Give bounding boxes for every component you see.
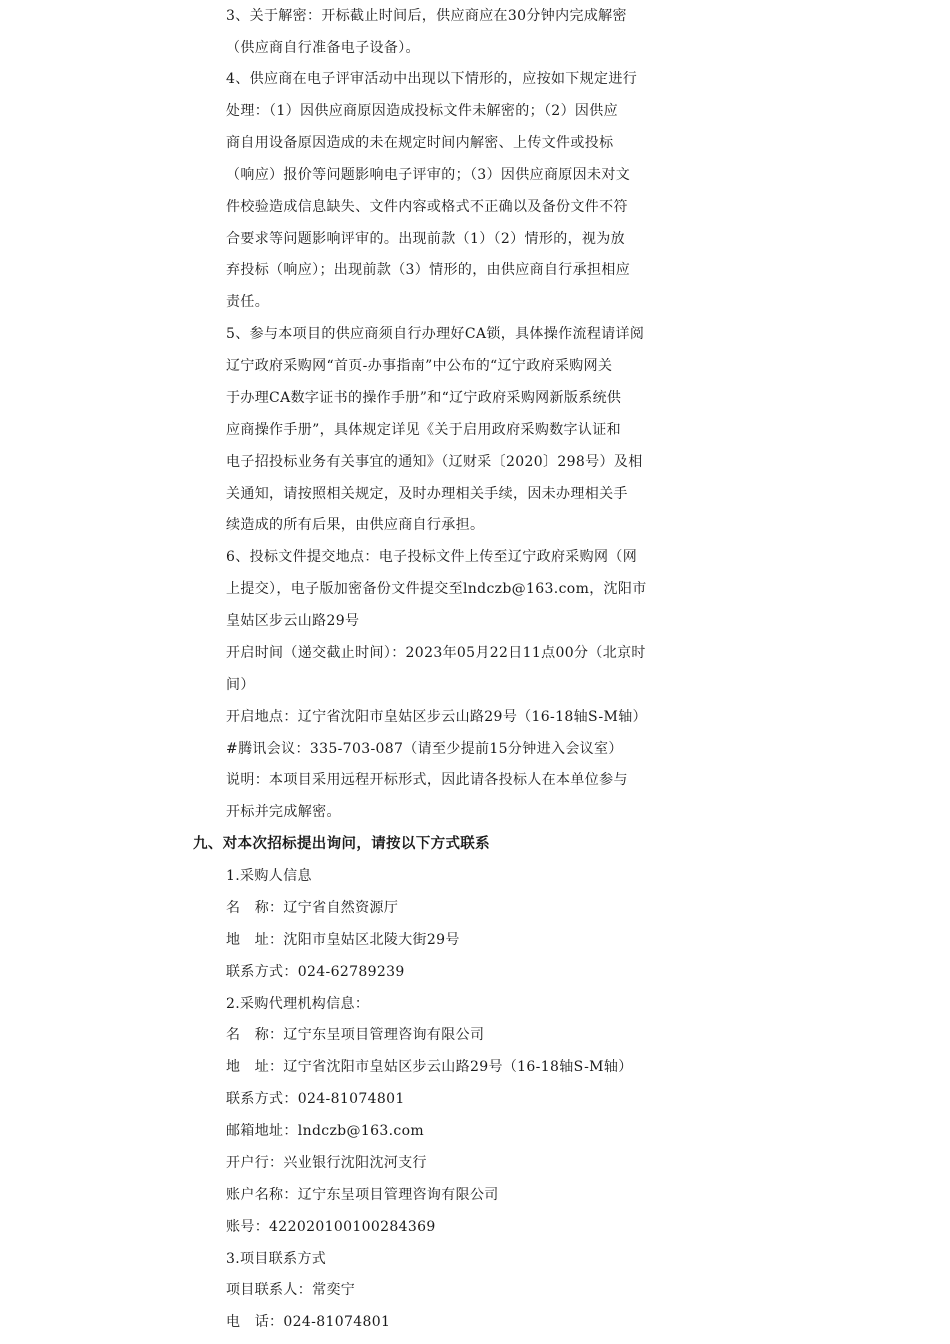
text-line: 联系方式：024-81074801 xyxy=(226,1091,405,1107)
text-line: 邮箱地址：lndczb@163.com xyxy=(226,1123,425,1139)
text-line: 4、供应商在电子评审活动中出现以下情形的，应按如下规定进行 xyxy=(226,71,638,87)
text-line: 处理：（1）因供应商原因造成投标文件未解密的；（2）因供应 xyxy=(226,103,618,119)
text-line: 电子招投标业务有关事宜的通知》（辽财采〔2020〕298号）及相 xyxy=(226,454,643,470)
text-line: 应商操作手册”，具体规定详见《关于启用政府采购数字认证和 xyxy=(226,422,621,438)
text-line: （供应商自行准备电子设备）。 xyxy=(226,40,420,56)
text-line: 3.项目联系方式 xyxy=(226,1251,327,1267)
text-line: #腾讯会议：335-703-087（请至少提前15分钟进入会议室） xyxy=(226,741,623,757)
text-line: 责任。 xyxy=(226,294,270,310)
text-line: 开启时间（递交截止时间）：2023年05月22日11点00分（北京时 xyxy=(226,645,646,661)
text-line: 项目联系人：常奕宁 xyxy=(226,1282,356,1298)
text-line: （响应）报价等问题影响电子评审的；（3）因供应商原因未对文 xyxy=(226,167,631,183)
text-line: 6、投标文件提交地点：电子投标文件上传至辽宁政府采购网（网 xyxy=(226,549,638,565)
text-line: 电 话：024-81074801 xyxy=(226,1314,391,1330)
text-line: 皇姑区步云山路29号 xyxy=(226,613,360,629)
text-line: 说明：本项目采用远程开标形式，因此请各投标人在本单位参与 xyxy=(226,772,628,788)
text-line: 合要求等问题影响评审的。出现前款（1）（2）情形的，视为放 xyxy=(226,231,625,247)
text-line: 件校验造成信息缺失、文件内容或格式不正确以及备份文件不符 xyxy=(226,199,628,215)
text-line: 2.采购代理机构信息： xyxy=(226,996,370,1012)
text-line: 关通知，请按照相关规定，及时办理相关手续，因未办理相关手 xyxy=(226,486,628,502)
text-line: 于办理CA数字证书的操作手册”和“辽宁政府采购网新版系统供 xyxy=(226,390,622,406)
text-line: 辽宁政府采购网“首页-办事指南”中公布的“辽宁政府采购网关 xyxy=(226,358,613,374)
text-line: 续造成的所有后果，由供应商自行承担。 xyxy=(226,517,485,533)
text-line: 开标并完成解密。 xyxy=(226,804,341,820)
text-line: 账号：422020100100284369 xyxy=(226,1219,436,1235)
text-line: 联系方式：024-62789239 xyxy=(226,964,405,980)
text-line: 间） xyxy=(226,677,255,693)
text-line: 商自用设备原因造成的未在规定时间内解密、上传文件或投标 xyxy=(226,135,614,151)
text-line: 地 址：沈阳市皇姑区北陵大街29号 xyxy=(226,932,460,948)
text-line: 开户行：兴业银行沈阳沈河支行 xyxy=(226,1155,427,1171)
text-line: 5、参与本项目的供应商须自行办理好CA锁，具体操作流程请详阅 xyxy=(226,326,645,342)
text-line: 1.采购人信息 xyxy=(226,868,312,884)
text-line: 地 址：辽宁省沈阳市皇姑区步云山路29号（16-18轴S-M轴） xyxy=(226,1059,633,1075)
section-heading: 九、对本次招标提出询问，请按以下方式联系 xyxy=(193,835,490,852)
text-line: 弃投标（响应）；出现前款（3）情形的，由供应商自行承担相应 xyxy=(226,262,631,278)
text-line: 名 称：辽宁东呈项目管理咨询有限公司 xyxy=(226,1027,485,1043)
text-line: 名 称：辽宁省自然资源厅 xyxy=(226,900,399,916)
text-line: 账户名称：辽宁东呈项目管理咨询有限公司 xyxy=(226,1187,499,1203)
text-line: 3、关于解密：开标截止时间后，供应商应在30分钟内完成解密 xyxy=(226,8,627,24)
text-line: 上提交），电子版加密备份文件提交至lndczb@163.com，沈阳市 xyxy=(226,581,647,597)
text-line: 开启地点：辽宁省沈阳市皇姑区步云山路29号（16-18轴S-M轴） xyxy=(226,709,647,725)
